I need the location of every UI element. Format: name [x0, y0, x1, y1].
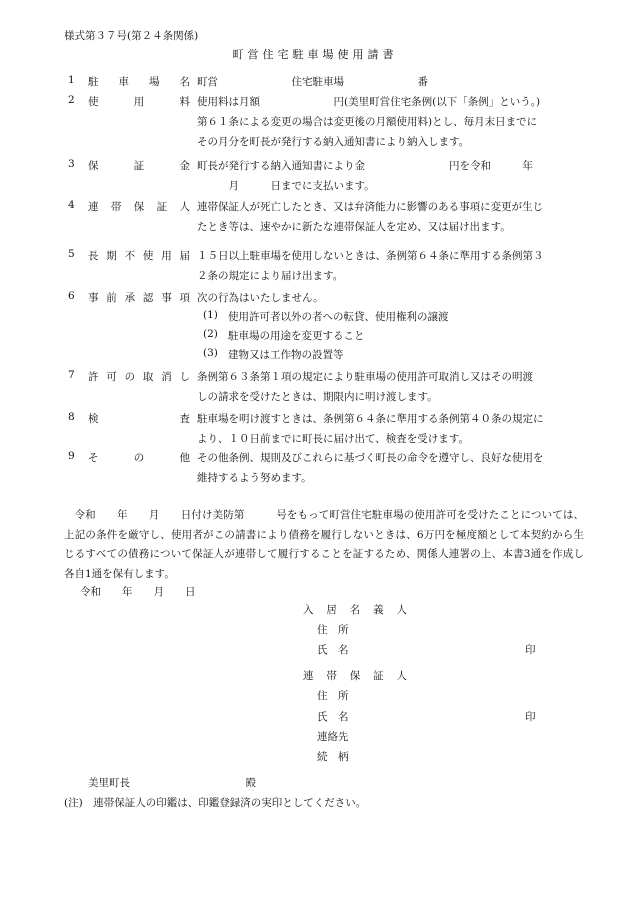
item-text-line: 月 日までに支払います。: [197, 180, 375, 192]
item-text-line: 駐車場を明け渡すときは、条例第６４条に準用する条例第４０条の規定に: [197, 413, 544, 425]
item-label: その他: [88, 452, 190, 464]
item-number: 5: [68, 248, 75, 260]
item-text-line: より、１０日前までに町長に届け出て、検査を受けます。: [197, 433, 469, 445]
item-number: 4: [68, 199, 75, 211]
item-text-line: その月分を町長が発行する納入通知書により納入します。: [197, 136, 470, 148]
item-number: 7: [68, 369, 75, 381]
sub-item-text: 使用許可者以外の者への転貸、使用権利の譲渡: [228, 311, 449, 323]
guarantor-address-label: 住 所: [317, 690, 349, 702]
footnote: (注) 連帯保証人の印鑑は、印鑑登録済の実印としてください。: [64, 797, 367, 809]
item-text-line: 町長が発行する納入通知書により金 円を令和 年: [197, 160, 533, 172]
resident-address-label: 住 所: [317, 624, 349, 636]
item-text-line: その他条例、規則及びこれらに基づく町長の命令を遵守し、良好な使用を: [197, 452, 544, 464]
form-number: 様式第３７号(第２４条関係): [64, 30, 199, 42]
guarantor-seal-mark: 印: [525, 711, 536, 723]
resident-name-label: 氏 名: [317, 644, 349, 656]
item-text-line: 条例第６３条第１項の規定により駐車場の使用許可取消し又はその明渡: [197, 371, 533, 383]
resident-heading: 入居名義人: [303, 604, 407, 616]
item-number: 3: [68, 158, 75, 170]
sub-item-mark: (3): [203, 347, 218, 359]
item-label: 検査: [88, 413, 190, 425]
guarantor-relation-label: 続 柄: [317, 751, 349, 763]
item-text-line: たとき等は、速やかに新たな連帯保証人を定め、又は届け出ます。: [197, 221, 511, 233]
item-text-line: ２条の規定により届け出ます。: [197, 270, 344, 282]
item-label: 連帯保証人: [88, 201, 190, 213]
item-label: 事前承認事項: [88, 292, 190, 304]
date-line: 令和 年 月 日: [80, 586, 196, 598]
sub-item-mark: (2): [203, 328, 218, 340]
guarantor-contact-label: 連絡先: [317, 731, 349, 743]
item-text-line: 町営 住宅駐車場 番: [197, 76, 428, 88]
resident-seal-mark: 印: [525, 644, 536, 656]
item-label: 長期不使用届: [88, 250, 190, 262]
item-label: 使用料: [88, 96, 190, 108]
item-text-line: 連帯保証人が死亡したとき、又は弁済能力に影響のある事項に変更が生じ: [197, 201, 544, 213]
sub-item-text: 建物又は工作物の設置等: [228, 349, 344, 361]
item-number: 2: [68, 94, 75, 106]
item-number: 6: [68, 290, 75, 302]
item-number: 8: [68, 411, 75, 423]
item-label: 駐車場名: [88, 76, 190, 88]
item-label: 許可の取消し: [88, 371, 190, 383]
document-title: 町営住宅駐車場使用請書: [232, 48, 398, 61]
sub-item-mark: (1): [203, 309, 218, 321]
item-text-line: しの請求を受けたときは、期限内に明け渡します。: [197, 391, 438, 403]
item-text-line: 維持するよう努めます。: [197, 472, 312, 484]
item-label: 保証金: [88, 160, 190, 172]
item-text-line: 第６１条による変更の場合は変更後の月額使用料)とし、毎月末日までに: [197, 116, 538, 128]
guarantor-heading: 連帯保証人: [303, 670, 407, 682]
item-text-line: １５日以上駐車場を使用しないときは、条例第６４条に準用する条例第３: [197, 250, 544, 262]
certification-paragraph: 令和 年 月 日付け美防第 号をもって町営住宅駐車場の使用許可を受けたことについては、上記の条件を厳守し、使用者がこの請書により債務を履行しないときは、6万円を極度額として本契約から生じるすべての債務について保証人が連帯して履行することを証するため、関係人連署の上、本書3通を作成し各自1通を保有します。: [64, 509, 584, 580]
addressee: 美里町長 殿: [88, 777, 256, 789]
item-text-line: 次の行為はいたしません。: [197, 292, 324, 304]
sub-item-text: 駐車場の用途を変更すること: [228, 330, 365, 342]
item-number: 9: [68, 450, 75, 462]
item-text-line: 使用料は月額 円(美里町営住宅条例(以下「条例」という。): [197, 96, 541, 108]
item-number: 1: [68, 74, 75, 86]
guarantor-name-label: 氏 名: [317, 711, 349, 723]
